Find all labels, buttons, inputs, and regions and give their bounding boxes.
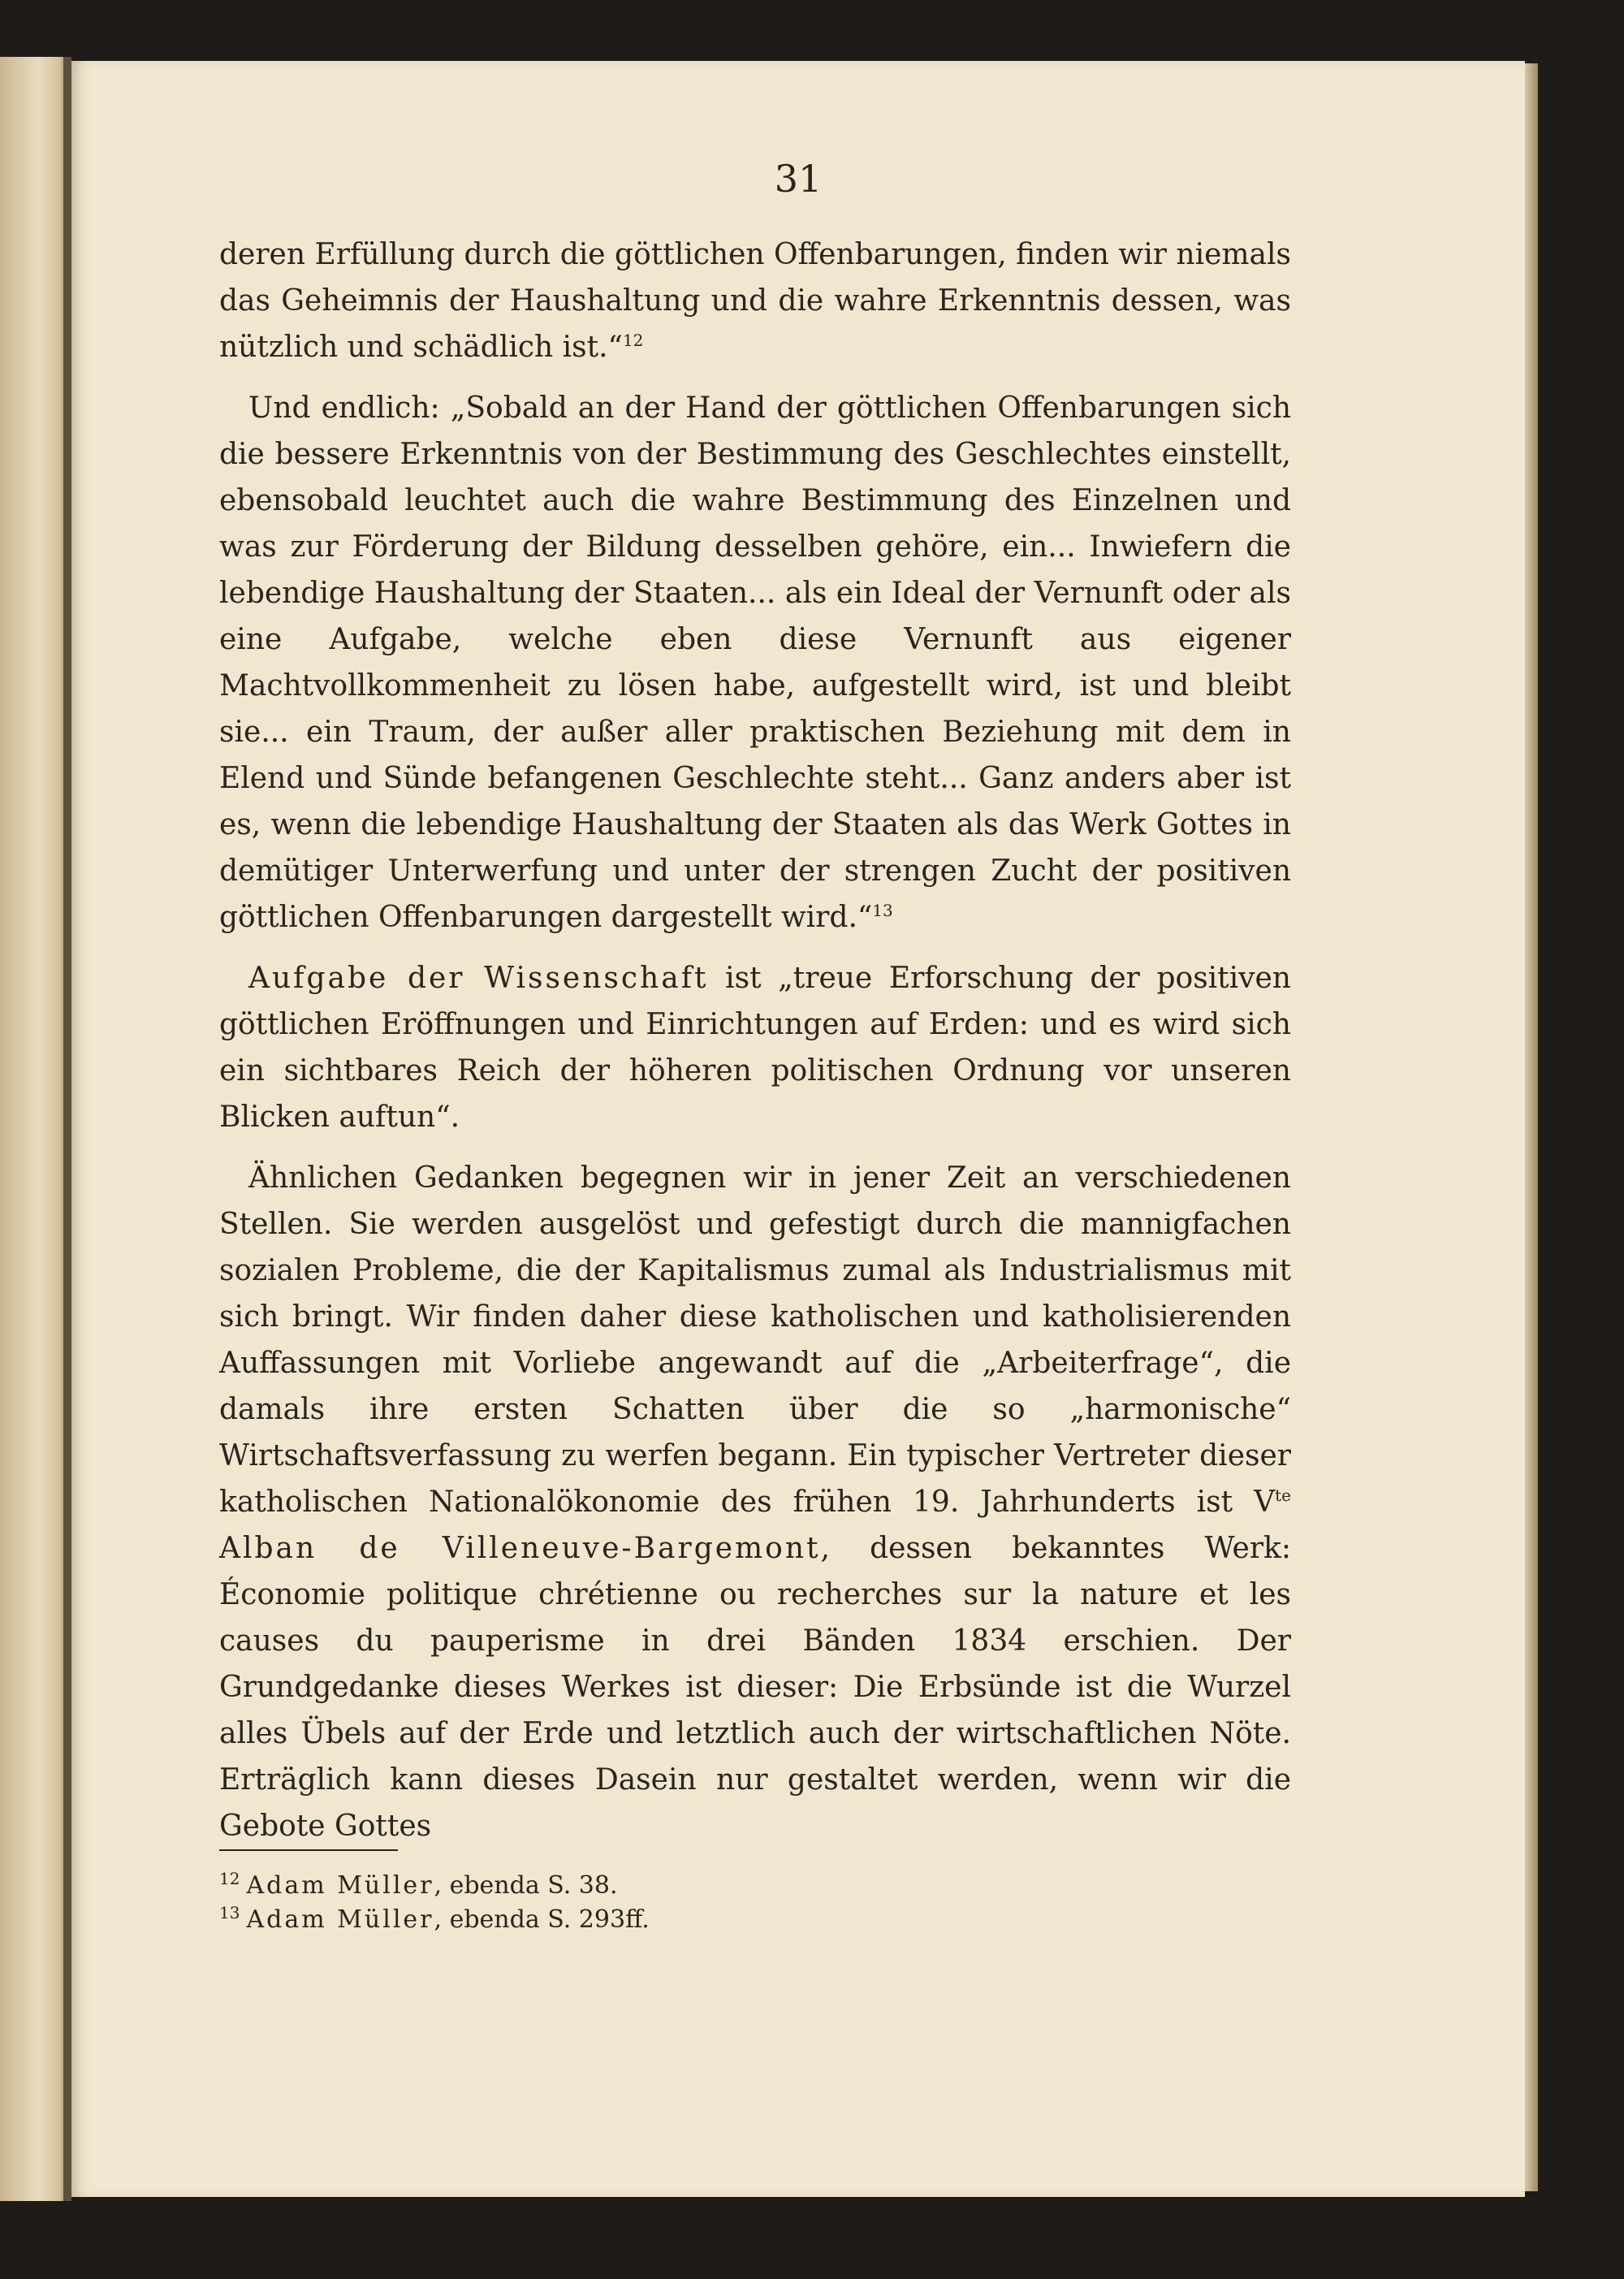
- title-abbrev: V: [1254, 1485, 1276, 1519]
- paragraph-text: ist „treue Erforschung der positiven göttlichen Eröffnungen und Einrichtungen auf Erden: und es wird sich ein sichtbares Reich der höheren politischen Ordnung vor unseren Blicken auftun“.: [219, 962, 1291, 1134]
- paragraph: [219, 385, 1291, 941]
- title-abbrev-super: te: [1275, 1485, 1291, 1505]
- footnote: [219, 1869, 1291, 1903]
- footnote-author: Adam Müller: [246, 1905, 434, 1934]
- spaced-name: Alban de Villeneuve-Bargemont: [219, 1532, 821, 1565]
- footnote-divider: [219, 1849, 398, 1851]
- book-page: [71, 61, 1525, 2197]
- paragraph-text: deren Erfüllung durch die göttlichen Offenbarungen, finden wir niemals das Geheimnis der Haushaltung und die wahre Erkenntnis dessen, was nützlich und schädlich ist.“: [219, 238, 1291, 364]
- paragraph-text: Und endlich: „Sobald an der Hand der göttlichen Offenbarungen sich die bessere Erkenntnis von der Bestimmung des Geschlechtes einstellt, ebensobald leuchtet auch die wahre Bestimmung des Einzelnen und was zur Förderung der Bildung desselben gehöre, ein... Inwiefern die lebendige Haushaltung der Staaten... als ein Ideal der Vernunft oder als eine Aufgabe, welche eben diese Vernunft aus eigener Machtvollkommenheit zu lösen habe, aufgestellt wird, ist und bleibt sie... ein Traum, der außer aller praktischen Beziehung mit dem in Elend und Sünde befangenen Geschlechte steht... Ganz anders aber ist es, wenn die lebendige Haushaltung der Staaten als das Werk Gottes in demütiger Unterwerfung und unter der strengen Zucht der positiven göttlichen Offenbarungen dargestellt wird.“: [219, 391, 1291, 934]
- paragraph: [219, 231, 1291, 370]
- footnote-text: , ebenda S. 293ff.: [434, 1905, 650, 1934]
- right-page-edge: [1525, 63, 1538, 2191]
- page-number: 31: [774, 157, 823, 201]
- book-spine: [63, 57, 71, 2201]
- footnote-text: , ebenda S. 38.: [434, 1871, 618, 1900]
- footnote-ref: 13: [872, 901, 893, 920]
- spaced-emphasis: Aufgabe der Wissenschaft: [248, 962, 709, 995]
- paragraph-text: Ähnlichen Gedanken begegnen wir in jener Zeit an verschiedenen Stellen. Sie werden ausgelöst und gefestigt durch die mannigfachen sozialen Probleme, die der Kapitalismus zumal als Industrialismus mit sich bringt. Wir finden daher diese katholischen und katholisierenden Auffassungen mit Vorliebe angewandt auf die „Arbeiterfrage“, die damals ihre ersten Schatten über die so „harmonische“ Wirtschaftsverfassung zu werfen begann. Ein typischer Vertreter dieser katholischen Nationalökonomie des frühen 19. Jahrhunderts ist: [219, 1161, 1291, 1519]
- footnote-author: Adam Müller: [246, 1871, 434, 1900]
- footnote-number: 13: [219, 1903, 240, 1922]
- paragraph: [219, 955, 1291, 1140]
- footnote-number: 12: [219, 1869, 240, 1888]
- paragraph: [219, 1155, 1291, 1849]
- paragraph-text: , dessen bekanntes Werk: Économie politique chrétienne ou recherches sur la nature et les causes du pauperisme in drei Bänden 1834 erschien. Der Grundgedanke dieses Werkes ist dieser: Die Erbsünde ist die Wurzel alles Übels auf der Erde und letztlich auch der wirtschaftlichen Nöte. Erträglich kann dieses Dasein nur gestaltet werden, wenn wir die Gebote Gottes: [219, 1532, 1291, 1843]
- footnote: [219, 1903, 1291, 1937]
- footnote-ref: 12: [622, 331, 644, 350]
- body-text: [219, 231, 1291, 1849]
- left-page-edge: [0, 57, 70, 2201]
- footnotes: [219, 1869, 1291, 1937]
